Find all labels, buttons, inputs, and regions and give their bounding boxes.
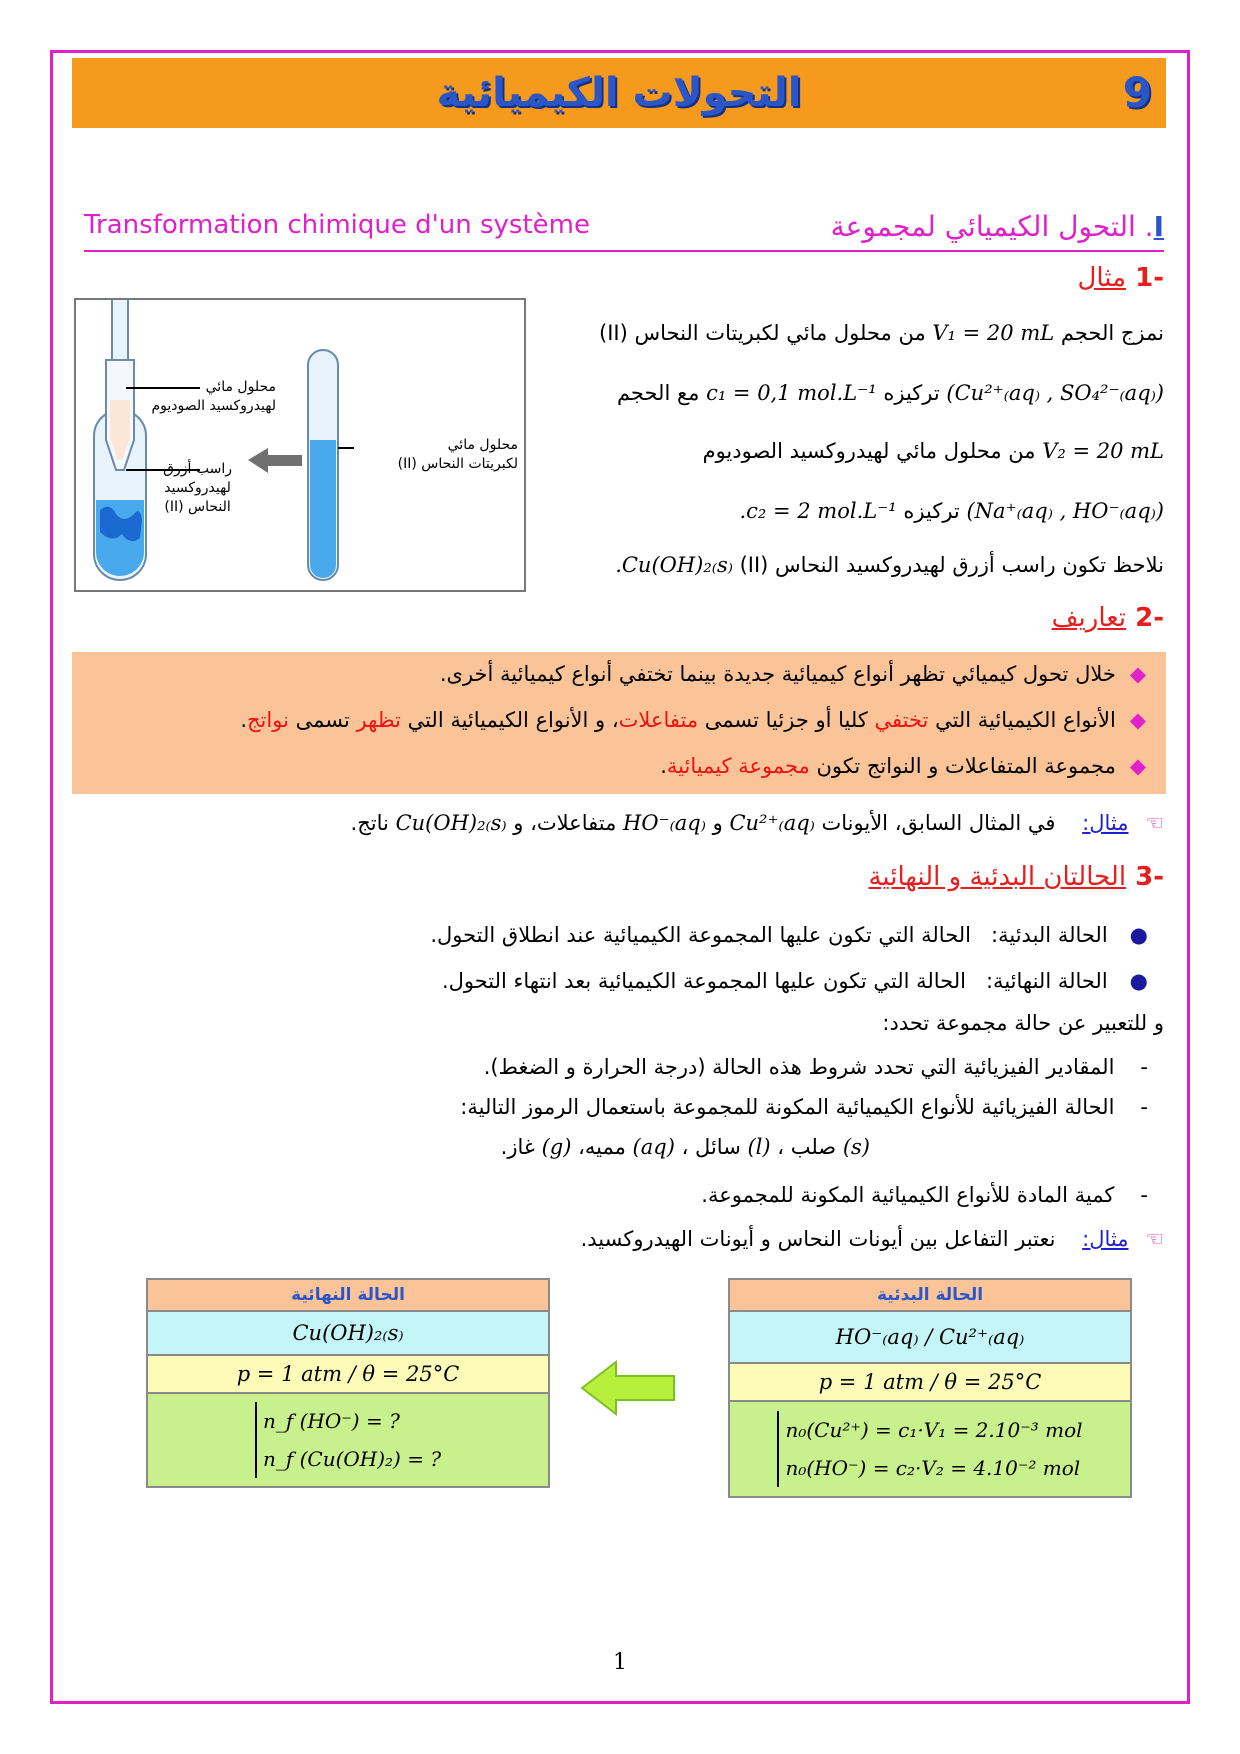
subheading-label: تعاريف — [1051, 603, 1127, 633]
math-product: Cu(OH)₂₍s₎ — [395, 811, 507, 835]
example-line-1 — [599, 318, 1164, 348]
math-c1: c₁ = 0,1 mol.L⁻¹ — [706, 381, 877, 405]
label-copper-sulfate — [398, 436, 518, 474]
dash-item-3 — [701, 1180, 1148, 1210]
bullet-dot-icon: ● — [1129, 969, 1148, 993]
text-mix-volume: نمزج الحجم — [1060, 321, 1164, 345]
label-line: لهيدروكسيد — [164, 480, 231, 496]
dash-item-2 — [460, 1092, 1148, 1122]
dash-marker: - — [1140, 1095, 1148, 1119]
word-gas: غاز. — [500, 1135, 535, 1159]
example-label: مثال: — [1082, 811, 1129, 835]
states-intro: و للتعبير عن حالة مجموعة تحدد: — [882, 1011, 1164, 1035]
text-concentration-2: تركيزه — [903, 499, 960, 523]
text-precipitate: نلاحظ تكون راسب أزرق لهيدروكسيد النحاس (II) — [739, 553, 1164, 577]
definition-text: كليا أو جزئيا تسمى — [704, 708, 868, 732]
states-example — [581, 1224, 1164, 1254]
definitions-box — [72, 652, 1166, 794]
text-with-volume: مع الحجم — [616, 381, 700, 405]
subheading-label: الحالتان البدئية و النهائية — [868, 862, 1127, 892]
bullet-text: الحالة التي تكون عليها المجموعة الكيميائية عند انطلاق التحول. — [430, 923, 971, 947]
label-line: لكبريتات النحاس (II) — [397, 456, 518, 472]
state-symbols — [501, 1132, 870, 1162]
example-text: ناتج. — [350, 811, 389, 835]
chapter-number: 9 — [1122, 68, 1152, 117]
dash-item-1 — [484, 1052, 1148, 1082]
word-solid: صلب ، — [777, 1135, 837, 1159]
term-appear: تظهر — [356, 708, 401, 732]
final-amount-ho: n_f (HO⁻) = ? — [262, 1409, 400, 1433]
final-amount-cuoh2: n_f (Cu(OH)₂) = ? — [262, 1447, 442, 1471]
diamond-bullet-icon: ◆ — [1129, 662, 1146, 686]
example-text: في المثال السابق، الأيونات — [821, 811, 1056, 835]
definitions-example — [351, 808, 1164, 838]
text-concentration: تركيزه — [883, 381, 940, 405]
word-aqueous: مميه، — [578, 1135, 626, 1159]
definition-text: الأنواع الكيميائية التي — [935, 708, 1116, 732]
math-c2: .c₂ = 2 mol.L⁻¹ — [739, 499, 897, 523]
symbol-solid: (s) — [842, 1135, 870, 1159]
initial-species: HO⁻₍aq₎ / Cu²⁺₍aq₎ — [729, 1311, 1131, 1363]
final-amounts-lines — [255, 1402, 441, 1478]
term-products: نواتج — [247, 708, 289, 732]
pointing-hand-icon: ☜ — [1145, 811, 1164, 835]
section-heading — [84, 210, 1164, 252]
definition-text: خلال تحول كيميائي تظهر أنواع كيميائية جديدة بينما تختفي أنواع كيميائية أخرى. — [439, 662, 1116, 686]
math-cu-ion: Cu²⁺₍aq₎ — [729, 811, 815, 835]
math-ions1: (Cu²⁺₍aq₎ , SO₄²⁻₍aq₎) — [946, 381, 1164, 405]
final-state-table — [146, 1278, 550, 1488]
definition-text: ، و الأنواع الكيميائية التي — [407, 708, 619, 732]
chapter-title: التحولات الكيميائية — [436, 70, 802, 116]
symbol-aqueous: (aq) — [632, 1135, 675, 1159]
initial-state-table — [728, 1278, 1132, 1498]
definition-1 — [440, 662, 1146, 686]
subheading-definitions — [1052, 603, 1164, 633]
diamond-bullet-icon: ◆ — [1129, 708, 1146, 732]
example-line-3 — [703, 436, 1164, 466]
definition-3 — [660, 754, 1146, 778]
symbol-liquid: (l) — [747, 1135, 771, 1159]
term-reactants: متفاعلات — [618, 708, 699, 732]
subheading-number: -3 — [1135, 862, 1164, 892]
definition-text: مجموعة المتفاعلات و النواتج تكون — [816, 754, 1116, 778]
final-species: Cu(OH)₂₍s₎ — [147, 1311, 549, 1355]
dash-marker: - — [1140, 1183, 1148, 1207]
section-title-fr: Transformation chimique d'un système — [84, 210, 590, 240]
example-text: و — [712, 811, 723, 835]
label-sodium-hydroxide — [151, 378, 276, 416]
section-title-ar — [831, 210, 1164, 243]
initial-amounts-lines — [777, 1411, 1082, 1487]
right-tube-liquid — [310, 440, 336, 578]
dash-text: الحالة الفيزيائية للأنواع الكيميائية المكونة للمجموعة باستعمال الرموز التالية: — [460, 1095, 1115, 1119]
gray-arrow — [248, 448, 302, 473]
initial-amount-ho: n₀(HO⁻) = c₂·V₂ = 4.10⁻² mol — [785, 1456, 1081, 1480]
bullet-initial-state — [430, 920, 1148, 950]
initial-conditions: p = 1 atm / θ = 25°C — [729, 1363, 1131, 1401]
definition-text: . — [660, 754, 667, 778]
label-line: محلول مائي — [205, 379, 276, 395]
example-line-4 — [739, 496, 1164, 526]
example-text: نعتبر التفاعل بين أيونات النحاس و أيونات الهيدروكسيد. — [580, 1227, 1056, 1251]
subheading-states — [868, 862, 1164, 892]
chapter-banner — [72, 58, 1166, 128]
word-liquid: سائل ، — [681, 1135, 741, 1159]
symbol-gas: (g) — [541, 1135, 572, 1159]
final-conditions: p = 1 atm / θ = 25°C — [147, 1355, 549, 1393]
text-sodium-hydroxide: من محلول مائي لهيدروكسيد الصوديوم — [702, 439, 1036, 463]
definition-text: تسمى — [295, 708, 350, 732]
page-number: 1 — [613, 1650, 627, 1675]
example-text: متفاعلات، و — [513, 811, 617, 835]
dash-text: المقادير الفيزيائية التي تحدد شروط هذه الحالة (درجة الحرارة و الضغط). — [483, 1055, 1115, 1079]
initial-amounts — [729, 1401, 1131, 1497]
diamond-bullet-icon: ◆ — [1129, 754, 1146, 778]
math-v1: V₁ = 20 mL — [932, 321, 1055, 345]
bullet-dot-icon: ● — [1129, 923, 1148, 947]
label-line: راسب أزرق — [163, 461, 232, 477]
term-final: الحالة النهائية: — [985, 969, 1108, 993]
math-v2: V₂ = 20 mL — [1042, 439, 1164, 463]
section-title-text: . التحول الكيميائي لمجموعة — [830, 210, 1154, 243]
final-state-header: الحالة النهائية — [147, 1279, 549, 1311]
label-line: محلول مائي — [447, 437, 518, 453]
subheading-number: -2 — [1135, 603, 1164, 633]
dash-marker: - — [1140, 1055, 1148, 1079]
dash-text: كمية المادة للأنواع الكيميائية المكونة للمجموعة. — [701, 1183, 1115, 1207]
label-blue-precipitate — [163, 460, 232, 517]
label-line: لهيدروكسيد الصوديوم — [151, 398, 276, 414]
subheading-example — [1077, 263, 1164, 293]
section-number: I — [1153, 210, 1164, 243]
text-copper-sulfate: من محلول مائي لكبريتات النحاس (II) — [599, 321, 926, 345]
math-ions2: (Na⁺₍aq₎ , HO⁻₍aq₎) — [966, 499, 1164, 523]
math-ho-ion: HO⁻₍aq₎ — [623, 811, 706, 835]
definition-2 — [240, 708, 1146, 732]
bullet-text: الحالة التي تكون عليها المجموعة الكيميائية بعد انتهاء التحول. — [441, 969, 966, 993]
example-line-2 — [617, 378, 1164, 408]
label-line: النحاس (II) — [164, 499, 231, 515]
test-tubes-figure — [74, 298, 526, 592]
initial-state-header: الحالة البدئية — [729, 1279, 1131, 1311]
term-initial: الحالة البدئية: — [991, 923, 1108, 947]
initial-amount-cu: n₀(Cu²⁺) = c₁·V₁ = 2.10⁻³ mol — [785, 1418, 1083, 1442]
example-label: مثال: — [1082, 1227, 1129, 1251]
math-precipitate: .Cu(OH)₂₍s₎ — [615, 553, 733, 577]
example-line-5 — [615, 550, 1164, 580]
definition-text: . — [240, 708, 247, 732]
term-disappear: تختفي — [874, 708, 929, 732]
transformation-arrow-icon — [578, 1358, 678, 1418]
subheading-number: -1 — [1135, 263, 1164, 293]
term-chemical-system: مجموعة كيميائية — [666, 754, 810, 778]
final-amounts — [147, 1393, 549, 1487]
bullet-final-state — [442, 966, 1148, 996]
subheading-label: مثال — [1077, 263, 1127, 293]
pointing-hand-icon: ☜ — [1145, 1227, 1164, 1251]
